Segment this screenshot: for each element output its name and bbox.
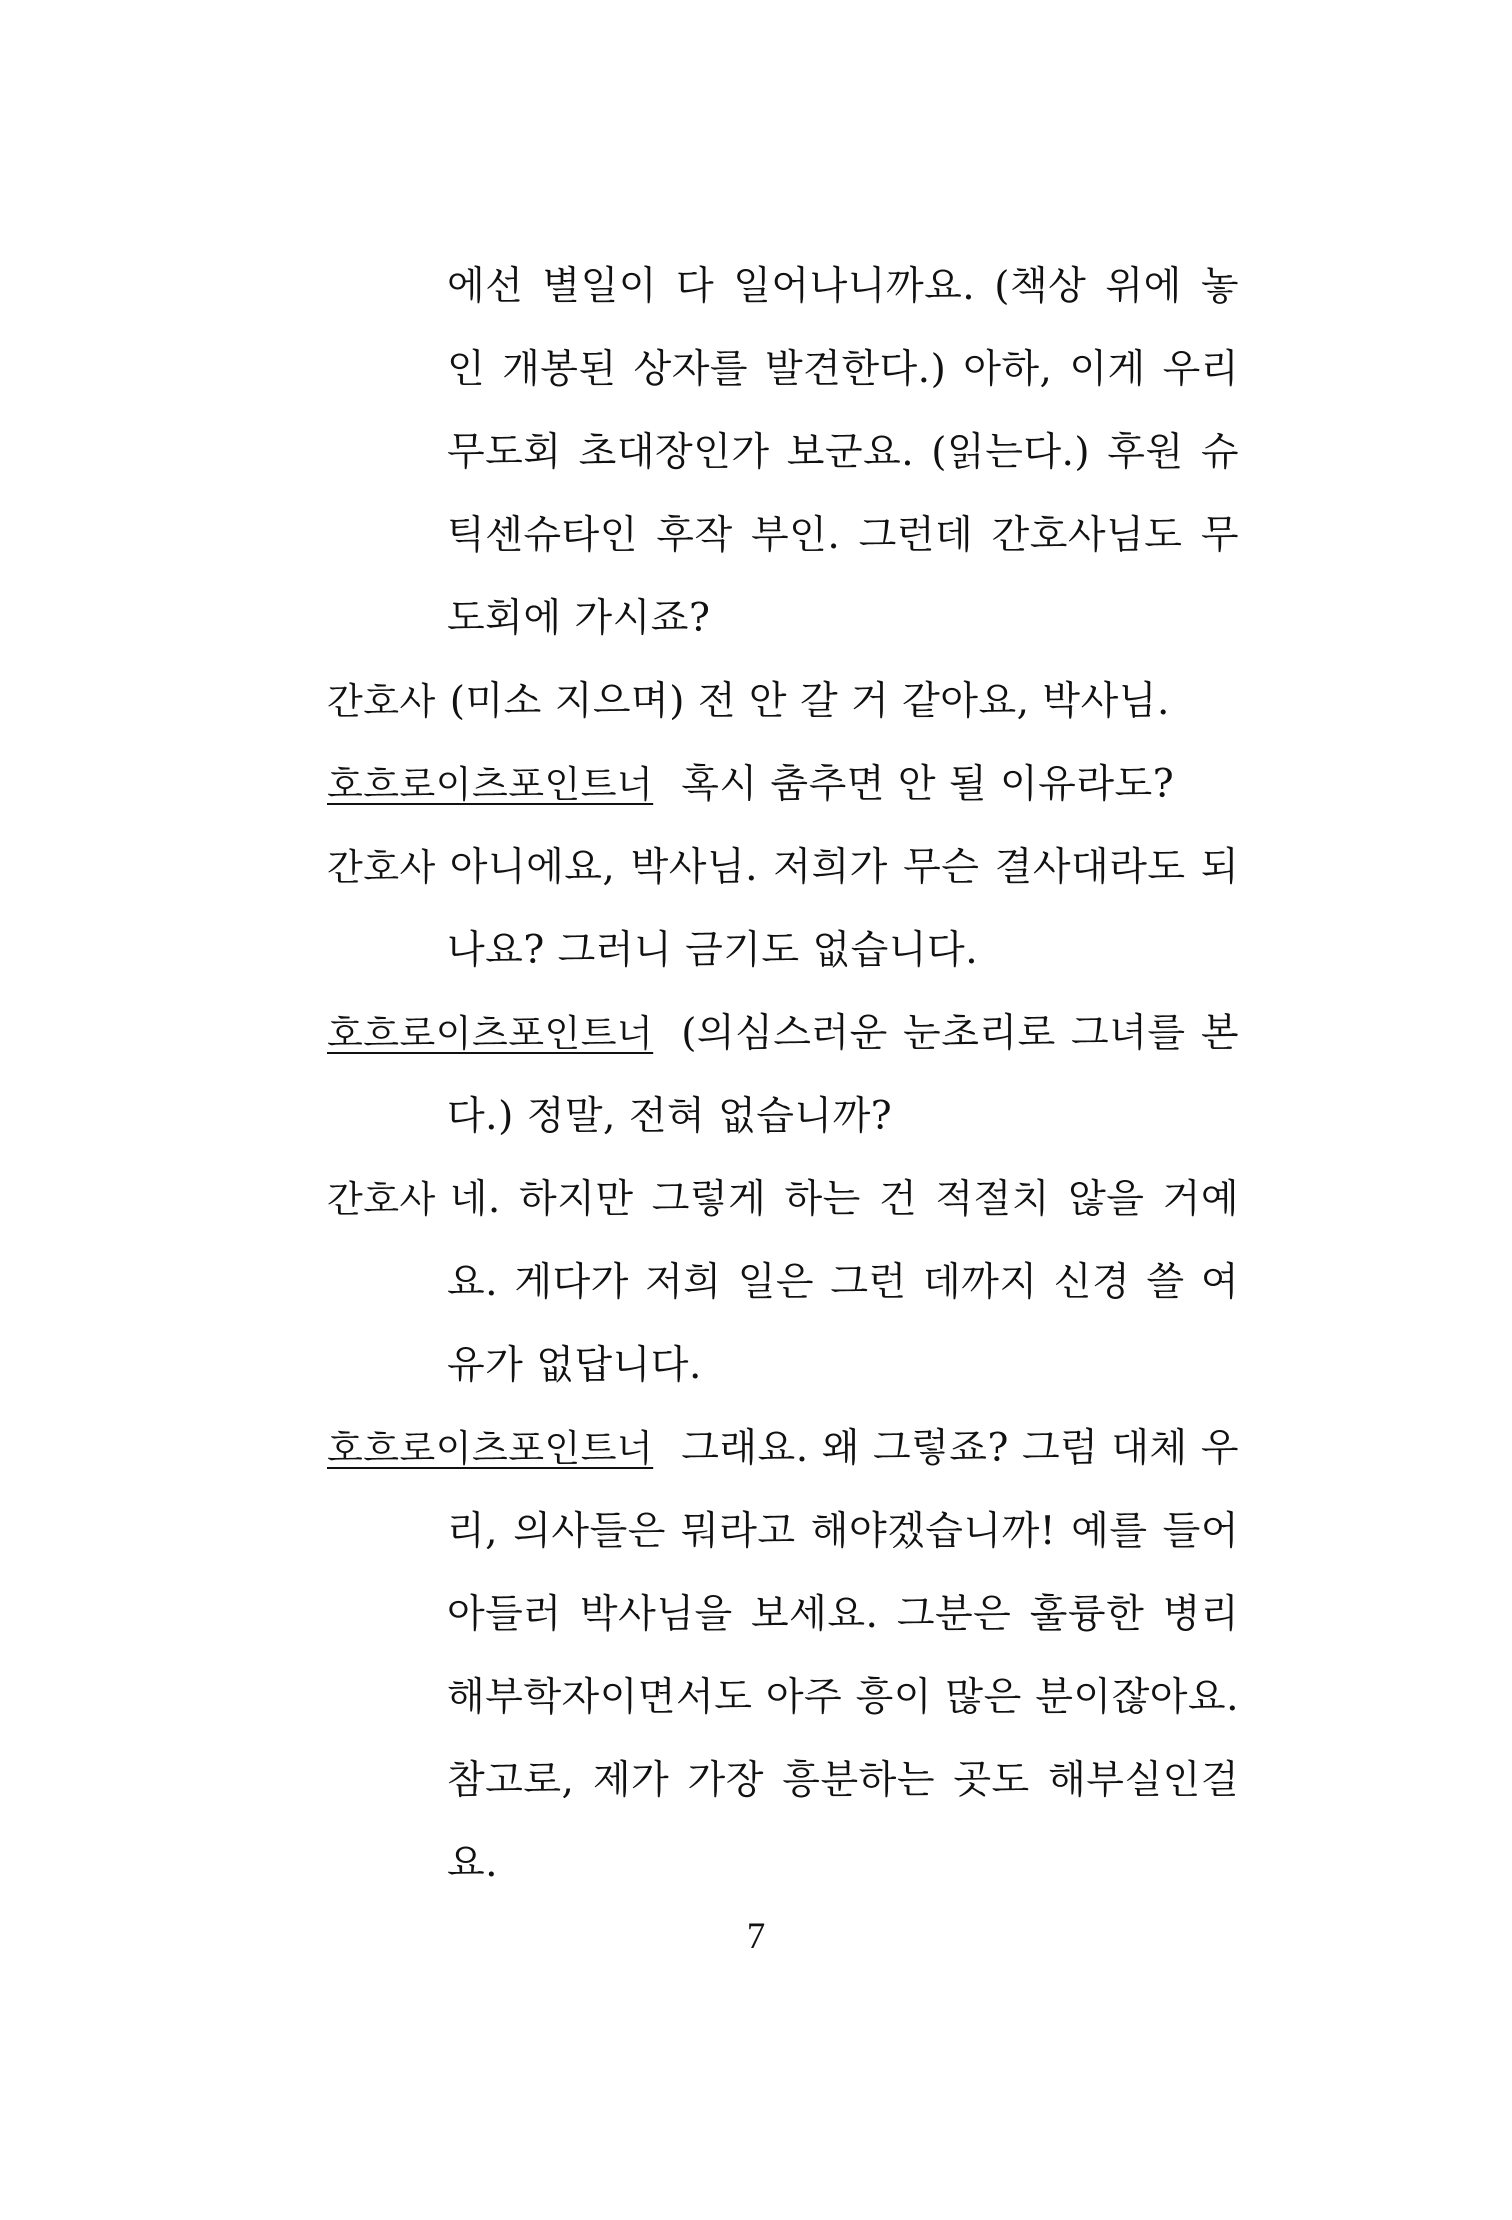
speaker-name: 호흐로이츠포인트너: [327, 763, 654, 806]
speaker-name: 호흐로이츠포인트너: [327, 1012, 654, 1055]
dialogue-line: [327, 992, 1239, 1158]
continuation-paragraph: [327, 245, 1239, 660]
dialogue-line: [327, 1158, 1239, 1407]
dialogue-line: [327, 826, 1239, 992]
script-text: [327, 245, 1239, 1905]
dialogue-text: 네. 하지만 그렇게 하는 건 적절치 않을 거예요. 게다가 저희 일은 그런 데까지 신경 쓸 여유가 없답니다.: [447, 1177, 1239, 1388]
page-number: 7: [746, 1916, 766, 1957]
dialogue-text: 그래요. 왜 그렇죠? 그럼 대체 우리, 의사들은 뭐라고 해야겠습니까! 예를 들어 아들러 박사님을 보세요. 그분은 훌륭한 병리해부학자이면서도 아주 흥이 많은 분이잖아요. 참고로, 제가 가장 흥분하는 곳도 해부실인걸요.: [447, 1426, 1239, 1886]
speaker-name: 호흐로이츠포인트너: [327, 1427, 654, 1470]
dialogue-text: (의심스러운 눈초리로 그녀를 본다.) 정말, 전혀 없습니까?: [447, 1011, 1239, 1139]
dialogue-text: 아니에요, 박사님. 저희가 무슨 결사대라도 되나요? 그러니 금기도 없습니다.: [447, 845, 1239, 973]
speaker-name: 간호사: [327, 846, 436, 889]
dialogue-line: [327, 1407, 1239, 1905]
continuation-text: 에선 별일이 다 일어나니까요. (책상 위에 놓인 개봉된 상자를 발견한다.) 아하, 이게 우리 무도회 초대장인가 보군요. (읽는다.) 후원 슈틱센슈타인 후작 부인. 그런데 간호사님도 무도회에 가시죠?: [447, 264, 1239, 641]
dialogue-line: [327, 660, 1239, 743]
dialogue-text: 혹시 춤추면 안 될 이유라도?: [681, 762, 1175, 807]
speaker-name: 간호사: [327, 680, 436, 723]
dialogue-line: [327, 743, 1239, 826]
speaker-name: 간호사: [327, 1178, 436, 1221]
dialogue-text: (미소 지으며) 전 안 갈 거 같아요, 박사님.: [449, 679, 1170, 724]
